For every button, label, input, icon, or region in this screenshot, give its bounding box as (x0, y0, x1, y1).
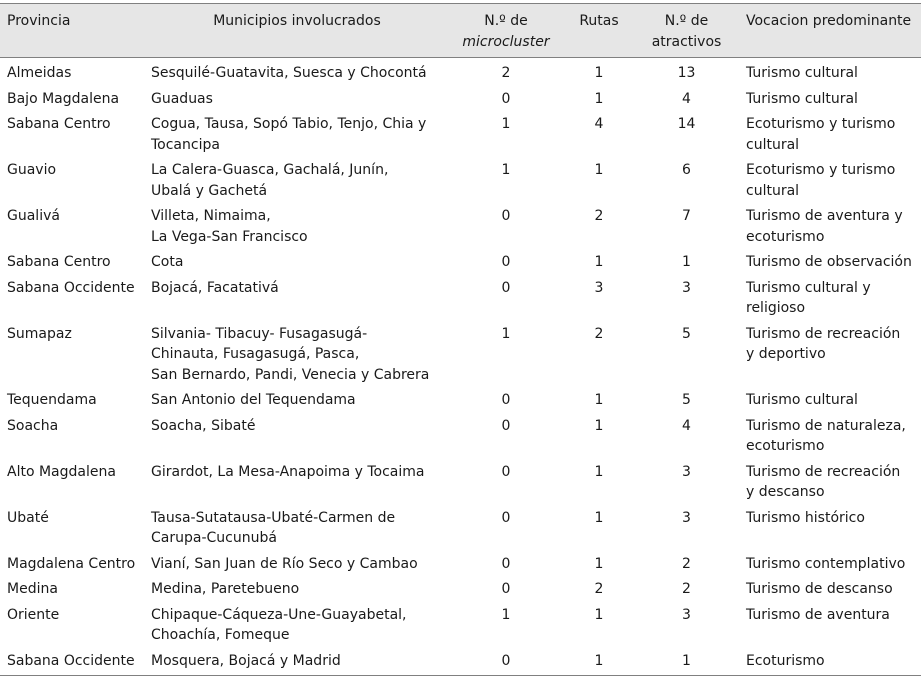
rutas-cell: 1 (594, 417, 604, 434)
table-row (0, 503, 921, 549)
municipios-line: Silvania- Tibacuy- Fusagasugá- (151, 325, 368, 342)
vocacion-line: Turismo cultural y (746, 279, 871, 296)
provincia-cell: Sabana Centro (7, 116, 111, 132)
table-row (0, 58, 921, 84)
atractivos-cell: 2 (682, 555, 691, 572)
municipios-line: Bojacá, Facatativá (151, 279, 279, 296)
vocacion-cell (740, 319, 921, 386)
municipios-line: Girardot, La Mesa-Anapoima y Tocaima (151, 463, 425, 480)
municipios-line: Mosquera, Bojacá y Madrid (151, 652, 341, 669)
vocacion-cell (740, 600, 921, 646)
rutas-cell: 2 (594, 325, 604, 342)
municipios-line: San Bernardo, Pandi, Venecia y Cabrera (151, 366, 430, 383)
provincia-cell: Alto Magdalena (7, 463, 116, 480)
municipios-cell (147, 385, 447, 411)
municipios-line: Choachía, Fomeque (151, 627, 290, 643)
microcluster-cell: 0 (501, 208, 511, 224)
microcluster-cell: 2 (501, 65, 511, 81)
municipios-cell (147, 411, 447, 457)
municipios-cell (147, 109, 447, 155)
provincia-cell: Ubaté (7, 509, 49, 526)
vocacion-cell (740, 503, 921, 549)
vocacion-line: cultural (746, 136, 800, 153)
provincia-cell: Magdalena Centro (7, 555, 136, 572)
atractivos-cell: 3 (682, 606, 691, 623)
vocacion-line: ecoturismo (746, 228, 825, 245)
provincia-cell: Sumapaz (7, 325, 72, 342)
microcluster-cell: 1 (501, 606, 511, 623)
vocacion-line: Turismo de aventura (746, 606, 890, 623)
atractivos-cell: 1 (633, 646, 740, 676)
atractivos-cell: 4 (682, 90, 691, 107)
atractivos-cell: 5 (682, 392, 691, 408)
municipios-line: Tausa-Sutatausa-Ubaté-Carmen de (151, 509, 396, 526)
municipios-line: Carupa-Cucunubá (151, 530, 277, 546)
table-row (0, 273, 921, 319)
atractivos-cell: 3 (682, 279, 691, 296)
provincia-cell: Oriente (7, 606, 60, 623)
rutas-cell: 2 (594, 581, 604, 597)
rutas-cell: 1 (594, 555, 604, 572)
municipios-line: La Vega-San Francisco (151, 228, 308, 245)
vocacion-line: Turismo cultural (746, 65, 858, 81)
vocacion-cell (740, 58, 921, 84)
rutas-cell: 1 (594, 90, 604, 107)
provincia-cell: Medina (7, 581, 58, 597)
municipios-cell (147, 319, 447, 386)
vocacion-cell (740, 457, 921, 503)
header-municipios: Municipios involucrados (147, 4, 447, 58)
header-microcluster-line2: microcluster (462, 33, 550, 50)
vocacion-line: Ecoturismo (746, 652, 825, 669)
municipios-line: Cota (151, 254, 184, 270)
provincia-cell: Gualivá (7, 208, 60, 224)
municipios-line: Cogua, Tausa, Sopó Tabio, Tenjo, Chia y (151, 116, 427, 132)
vocacion-line: Turismo de observación (746, 254, 912, 270)
vocacion-line: cultural (746, 182, 800, 199)
municipios-cell (147, 201, 447, 247)
microcluster-cell: 0 (501, 279, 511, 296)
vocacion-line: Turismo de aventura y (746, 208, 903, 224)
vocacion-cell (740, 109, 921, 155)
municipios-line: San Antonio del Tequendama (151, 392, 356, 408)
vocacion-line: Ecoturismo y turismo (746, 116, 896, 132)
provincia-cell: Sabana Occidente (0, 646, 147, 676)
tourism-table (0, 3, 921, 676)
atractivos-cell: 3 (682, 509, 691, 526)
rutas-cell: 1 (594, 606, 604, 623)
atractivos-cell: 14 (677, 116, 696, 132)
vocacion-line: y descanso (746, 484, 825, 500)
header-provincia: Provincia (0, 4, 147, 58)
microcluster-cell: 0 (501, 254, 511, 270)
municipios-line: Soacha, Sibaté (151, 417, 256, 434)
provincia-cell: Soacha (7, 417, 59, 434)
municipios-cell (147, 574, 447, 600)
rutas-cell: 1 (594, 392, 604, 408)
municipios-cell (147, 646, 447, 676)
microcluster-cell: 1 (501, 325, 511, 342)
header-atractivos-line1: N.º de (664, 13, 709, 29)
vocacion-cell (740, 155, 921, 201)
microcluster-cell: 0 (501, 392, 511, 408)
rutas-cell: 1 (594, 463, 604, 480)
vocacion-cell (740, 247, 921, 273)
table-row (0, 201, 921, 247)
municipios-line: Guaduas (151, 90, 213, 107)
vocacion-cell (740, 385, 921, 411)
table-row (0, 247, 921, 273)
microcluster-cell: 0 (447, 646, 565, 676)
provincia-cell: Guavio (7, 162, 57, 178)
microcluster-cell: 0 (501, 463, 511, 480)
atractivos-cell: 4 (682, 417, 691, 434)
table-row (0, 84, 921, 110)
table-row (0, 319, 921, 386)
atractivos-cell: 6 (682, 162, 691, 178)
vocacion-cell (740, 646, 921, 676)
vocacion-line: Ecoturismo y turismo (746, 162, 896, 178)
vocacion-line: Turismo de naturaleza, (746, 417, 906, 434)
table-row (0, 109, 921, 155)
atractivos-cell: 3 (682, 463, 691, 480)
municipios-line: Villeta, Nimaima, (151, 208, 271, 224)
microcluster-cell: 0 (501, 417, 511, 434)
municipios-line: Chipaque-Cáqueza-Une-Guayabetal, (151, 606, 407, 623)
vocacion-line: Turismo de recreación (746, 463, 901, 480)
vocacion-line: y deportivo (746, 346, 826, 362)
municipios-line: Sesquilé-Guatavita, Suesca y Chocontá (151, 65, 427, 81)
municipios-cell (147, 247, 447, 273)
rutas-cell: 1 (565, 646, 633, 676)
table-row (0, 574, 921, 600)
provincia-cell: Bajo Magdalena (7, 90, 120, 107)
table-row (0, 155, 921, 201)
atractivos-cell: 1 (682, 254, 691, 270)
vocacion-line: Turismo cultural (746, 392, 858, 408)
municipios-cell (147, 58, 447, 84)
rutas-cell: 1 (594, 509, 604, 526)
provincia-cell: Almeidas (7, 65, 72, 81)
header-row (0, 4, 921, 58)
municipios-line: Chinauta, Fusagasugá, Pasca, (151, 346, 360, 362)
municipios-cell (147, 600, 447, 646)
atractivos-cell: 2 (682, 581, 691, 597)
header-microcluster-line1: N.º de (484, 13, 528, 29)
municipios-cell (147, 549, 447, 575)
municipios-cell (147, 457, 447, 503)
table-row (0, 549, 921, 575)
microcluster-cell: 0 (501, 581, 511, 597)
table-row (0, 600, 921, 646)
table-row (0, 385, 921, 411)
vocacion-line: Turismo contemplativo (746, 555, 906, 572)
municipios-line: Vianí, San Juan de Río Seco y Cambao (151, 555, 418, 572)
municipios-cell (147, 155, 447, 201)
rutas-cell: 1 (594, 162, 604, 178)
municipios-line: Ubalá y Gachetá (151, 182, 268, 199)
atractivos-cell: 13 (677, 65, 696, 81)
rutas-cell: 1 (594, 65, 604, 81)
vocacion-line: ecoturismo (746, 438, 825, 454)
table-row (0, 457, 921, 503)
municipios-line: Tocancipa (151, 136, 220, 153)
provincia-cell: Tequendama (7, 392, 97, 408)
vocacion-cell (740, 84, 921, 110)
vocacion-line: Turismo de descanso (746, 581, 893, 597)
table-row (0, 411, 921, 457)
municipios-cell (147, 273, 447, 319)
provincia-cell: Sabana Occidente (7, 279, 135, 296)
vocacion-cell (740, 411, 921, 457)
municipios-cell (147, 503, 447, 549)
microcluster-cell: 1 (501, 162, 511, 178)
municipios-line: Medina, Paretebueno (151, 581, 300, 597)
microcluster-cell: 0 (501, 90, 511, 107)
vocacion-cell (740, 549, 921, 575)
table-header (0, 4, 921, 58)
header-atractivos-line2: atractivos (651, 33, 722, 50)
municipios-cell (147, 84, 447, 110)
atractivos-cell: 7 (682, 208, 691, 224)
vocacion-cell (740, 273, 921, 319)
table-row (0, 646, 921, 676)
rutas-cell: 1 (594, 254, 604, 270)
vocacion-line: Turismo cultural (746, 90, 858, 107)
vocacion-cell (740, 201, 921, 247)
rutas-cell: 4 (594, 116, 604, 132)
rutas-cell: 2 (594, 208, 604, 224)
vocacion-cell (740, 574, 921, 600)
header-atractivos (633, 4, 740, 58)
table-body (0, 58, 921, 676)
vocacion-line: religioso (746, 300, 806, 316)
microcluster-cell: 1 (501, 116, 511, 132)
provincia-cell: Sabana Centro (7, 254, 111, 270)
header-microcluster (447, 4, 565, 58)
rutas-cell: 3 (594, 279, 604, 296)
header-vocacion: Vocacion predominante (740, 4, 921, 58)
header-rutas: Rutas (565, 4, 633, 58)
microcluster-cell: 0 (501, 555, 511, 572)
atractivos-cell: 5 (682, 325, 691, 342)
vocacion-line: Turismo de recreación (746, 325, 901, 342)
vocacion-line: Turismo histórico (746, 509, 865, 526)
municipios-line: La Calera-Guasca, Gachalá, Junín, (151, 162, 389, 178)
microcluster-cell: 0 (501, 509, 511, 526)
